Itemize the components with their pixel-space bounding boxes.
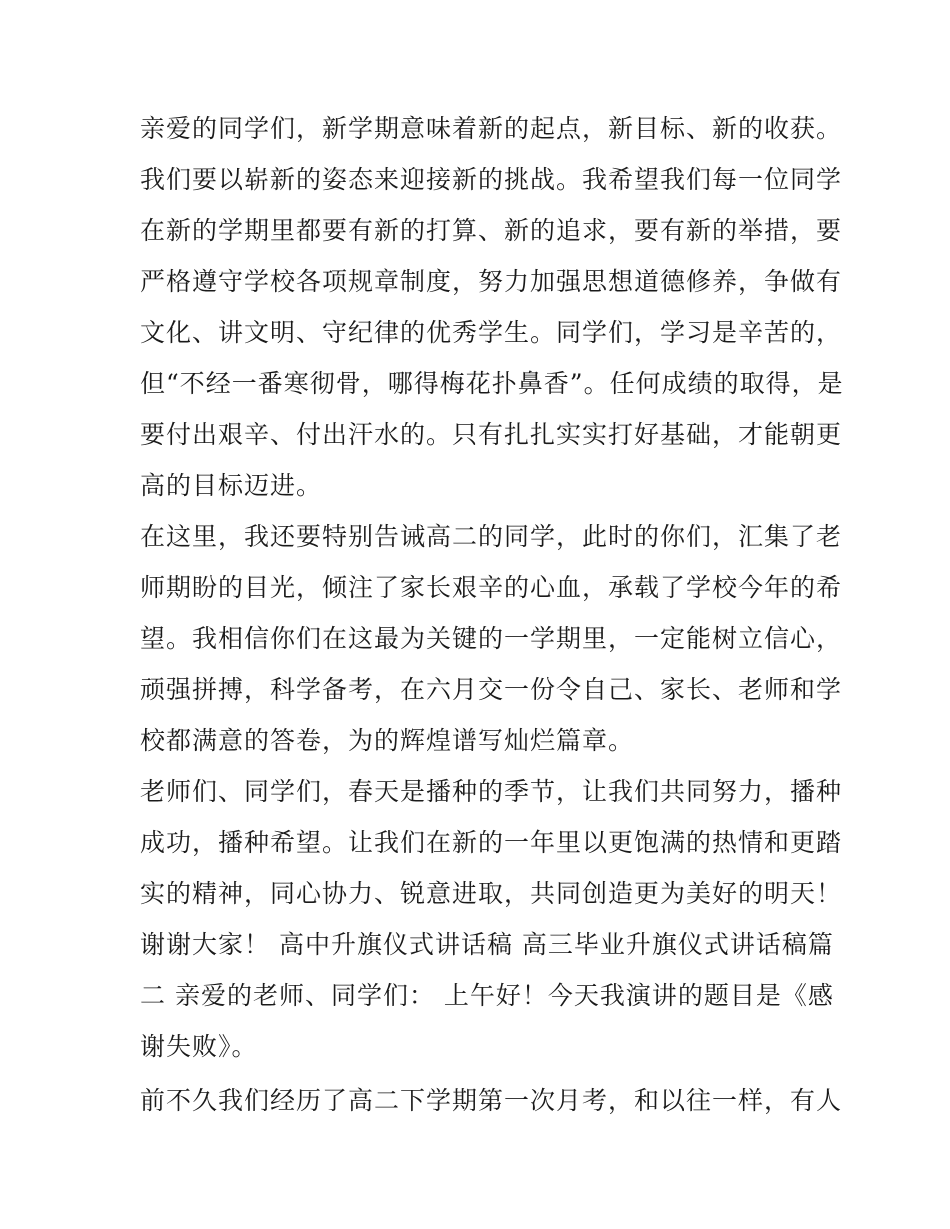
text-line: 严格遵守学校各项规章制度，努力加强思想道德修养，争做有	[140, 267, 843, 296]
text-line: 高的目标迈进。	[140, 471, 323, 500]
text-line: 但“不经一番寒彻骨，哪得梅花扑鼻香”。任何成绩的取得，是	[140, 369, 844, 398]
text-line: 要付出艰辛、付出汗水的。只有扎扎实实打好基础，才能朝更	[140, 420, 843, 449]
text-line: 二 亲爱的老师、同学们： 上午好！今天我演讲的题目是《感	[140, 981, 834, 1010]
text-line: 顽强拼搏，科学备考，在六月交一份令自己、家长、老师和学	[140, 675, 843, 704]
text-line: 前不久我们经历了高二下学期第一次月考，和以往一样，有人	[140, 1086, 843, 1115]
text-line: 望。我相信你们在这最为关键的一学期里，一定能树立信心，	[140, 624, 843, 653]
text-line: 成功，播种希望。让我们在新的一年里以更饱满的热情和更踏	[140, 828, 843, 857]
text-line: 文化、讲文明、守纪律的优秀学生。同学们，学习是辛苦的，	[140, 318, 843, 347]
text-line: 亲爱的同学们，新学期意味着新的起点，新目标、新的收获。	[140, 114, 843, 143]
text-line: 老师们、同学们，春天是播种的季节，让我们共同努力，播种	[140, 777, 843, 806]
text-line: 我们要以崭新的姿态来迎接新的挑战。我希望我们每一位同学	[140, 165, 843, 194]
text-line: 实的精神，同心协力、锐意进取，共同创造更为美好的明天！	[140, 879, 843, 908]
text-line: 谢失败》。	[140, 1032, 258, 1061]
text-line: 在新的学期里都要有新的打算、新的追求，要有新的举措，要	[140, 216, 843, 245]
text-line: 在这里，我还要特别告诫高二的同学，此时的你们，汇集了老	[140, 522, 843, 551]
text-line: 谢谢大家！ 高中升旗仪式讲话稿 高三毕业升旗仪式讲话稿篇	[140, 930, 834, 959]
text-line: 师期盼的目光，倾注了家长艰辛的心血，承载了学校今年的希	[140, 573, 843, 602]
text-line: 校都满意的答卷，为的辉煌谱写灿烂篇章。	[140, 726, 635, 755]
